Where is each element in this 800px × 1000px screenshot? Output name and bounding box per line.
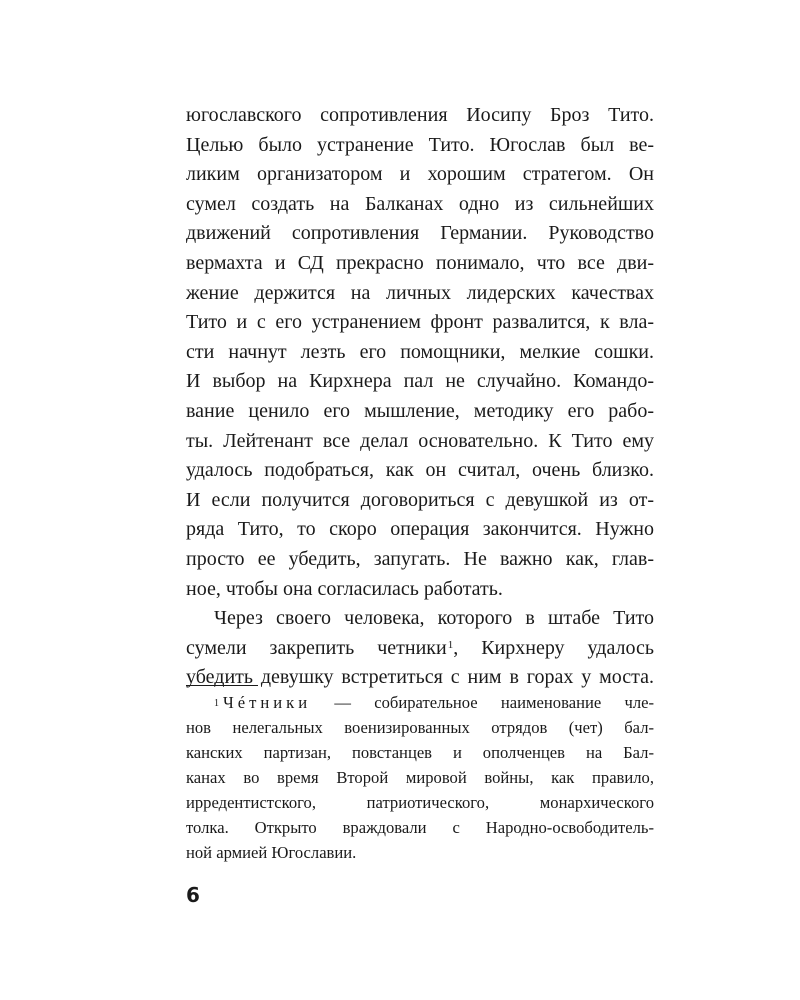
footnote-line: канах во время Второй мировой войны, как правило,	[186, 768, 654, 787]
text-line: ликим организатором и хорошим стратегом. Он	[186, 163, 654, 186]
main-text	[186, 101, 654, 693]
text-line: И если получится договориться с девушкой из от-	[186, 488, 654, 511]
text-line: ряда Тито, то скоро операция закончится. Нужно	[186, 518, 654, 541]
footnote-line: ной армией Югославии.	[186, 843, 357, 862]
footnote-line: канских партизан, повстанцев и ополченцев на Бал-	[186, 743, 654, 762]
text-line: Целью было устранение Тито. Югослав был ве-	[186, 133, 654, 156]
text-fragment: , Кирхнеру удалось	[453, 636, 654, 659]
page-number: 6	[186, 883, 200, 907]
text-line: ты. Лейтенант все делал основательно. К Тито ему	[186, 429, 654, 452]
text-line: сти начнут лезть его помощники, мелкие сошки.	[186, 340, 654, 363]
footnote-line: нов нелегальных военизированных отрядов (чет) бал-	[186, 718, 654, 737]
text-line: сумел создать на Балканах одно из сильнейших	[186, 192, 654, 215]
text-line: просто ее убедить, запугать. Не важно как, глав-	[186, 547, 654, 570]
text-line: убедить девушку встретиться с ним в горах у моста.	[186, 666, 654, 689]
text-line: удалось подобраться, как он считал, очень близко.	[186, 459, 654, 482]
text-line: югославского сопротивления Иосипу Броз Тито.	[186, 104, 654, 126]
text-fragment: сумели закрепить четники	[186, 636, 447, 659]
footnote-line: ирредентистского, патриотического, монархического	[186, 793, 654, 812]
footnote	[186, 690, 654, 865]
footnote-mark: 1	[214, 698, 219, 709]
text-line: ное, чтобы она согласилась работать.	[186, 577, 503, 600]
text-line: Тито и с его устранением фронт развалится, к вла-	[186, 311, 654, 334]
footnote-line	[186, 690, 654, 715]
text-line: жение держится на личных лидерских качествах	[186, 281, 654, 304]
text-line: движений сопротивления Германии. Руководство	[186, 222, 654, 245]
footnote-line: толка. Открыто враждовали с Народно-освободитель-	[186, 818, 654, 837]
text-line: вание ценило его мышление, методику его рабо-	[186, 399, 654, 422]
footnote-text: — собирательное наименование чле-	[311, 693, 654, 712]
paragraph-start-line: Через своего человека, которого в штабе Тито	[214, 607, 654, 630]
text-line: И выбор на Кирхнера пал не случайно. Командо-	[186, 370, 654, 393]
text-line: вермахта и СД прекрасно понимало, что все дви-	[186, 251, 654, 274]
text-line-with-footnote-ref	[186, 634, 654, 664]
footnote-term: Чéтники	[223, 693, 312, 712]
footnote-divider	[186, 685, 258, 686]
footnote-reference[interactable]: 1	[447, 638, 454, 651]
